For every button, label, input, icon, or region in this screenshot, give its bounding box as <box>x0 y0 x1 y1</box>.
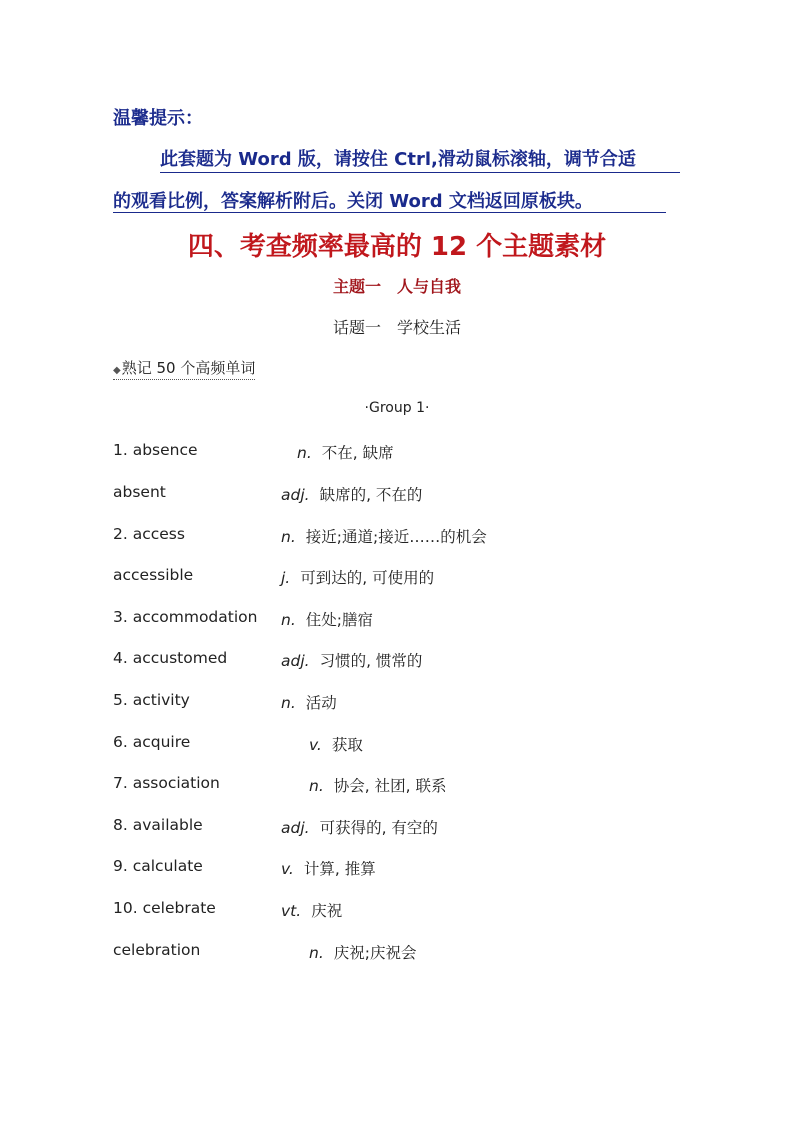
entry-pos: adj. <box>281 819 310 837</box>
entry-definition <box>281 483 422 505</box>
notice-title: 温馨提示： <box>113 108 203 129</box>
entry-meaning: 可获得的, 有空的 <box>319 819 438 837</box>
entry-word: absent <box>113 483 166 501</box>
entry-pos: n. <box>281 528 296 546</box>
entry-pos: n. <box>297 444 312 462</box>
entry-meaning: 庆祝 <box>311 902 343 920</box>
entry-word: 8. available <box>113 816 203 834</box>
entry-word: 4. accustomed <box>113 649 228 667</box>
entry-pos: adj. <box>281 652 310 670</box>
entry-word: 9. calculate <box>113 857 203 875</box>
entry-definition <box>309 774 446 796</box>
entry-definition <box>281 899 342 921</box>
notice-underline-2 <box>113 212 666 213</box>
entry-definition <box>297 441 394 463</box>
notice-line-2: 的观看比例，答案解析附后。关闭 Word 文档返回原板块。 <box>113 191 593 212</box>
entry-definition <box>309 941 417 963</box>
entry-word: 10. celebrate <box>113 899 216 917</box>
section-title: 四、考查频率最高的 12 个主题素材 <box>187 232 607 262</box>
entry-meaning: 可到达的, 可使用的 <box>300 569 435 587</box>
entry-definition <box>281 857 376 879</box>
entry-meaning: 住处;膳宿 <box>305 611 373 629</box>
notice-line-1: 此套题为 Word 版，请按住 Ctrl,滑动鼠标滚轴，调节合适 <box>160 149 636 170</box>
entry-pos: v. <box>309 736 322 754</box>
group-label: ·Group 1· <box>364 400 430 416</box>
topic-title: 话题一 学校生活 <box>332 318 461 337</box>
entry-word: 1. absence <box>113 441 198 459</box>
entry-definition <box>281 649 422 671</box>
entry-meaning: 接近;通道;接近……的机会 <box>305 528 487 546</box>
entry-meaning: 缺席的, 不在的 <box>319 486 423 504</box>
entry-definition <box>281 691 337 713</box>
memorize-heading <box>113 357 255 380</box>
entry-definition <box>281 608 373 630</box>
entry-pos: n. <box>281 611 296 629</box>
memorize-label: 熟记 50 个高频单词 <box>121 359 256 377</box>
entry-definition <box>281 816 438 838</box>
theme-title: 主题一 人与自我 <box>332 277 461 296</box>
entry-meaning: 获取 <box>331 736 363 754</box>
entry-word: celebration <box>113 941 201 959</box>
entry-word: 6. acquire <box>113 733 191 751</box>
diamond-icon: ◆ <box>113 365 121 376</box>
entry-meaning: 计算, 推算 <box>303 860 376 878</box>
entry-meaning: 庆祝;庆祝会 <box>333 944 417 962</box>
entry-pos: adj. <box>281 486 310 504</box>
entry-word: 2. access <box>113 525 185 543</box>
entry-definition <box>281 566 434 588</box>
entry-pos: j. <box>281 569 291 587</box>
entry-word: 5. activity <box>113 691 190 709</box>
notice-underline-1 <box>160 172 680 173</box>
entry-pos: n. <box>309 944 324 962</box>
entry-pos: v. <box>281 860 294 878</box>
entry-word: accessible <box>113 566 194 584</box>
entry-word: 3. accommodation <box>113 608 258 626</box>
entry-meaning: 习惯的, 惯常的 <box>319 652 423 670</box>
entry-pos: vt. <box>281 902 302 920</box>
entry-meaning: 不在, 缺席 <box>321 444 394 462</box>
entry-pos: n. <box>309 777 324 795</box>
entry-pos: n. <box>281 694 296 712</box>
entry-definition <box>309 733 363 755</box>
entry-meaning: 活动 <box>305 694 337 712</box>
entry-word: 7. association <box>113 774 220 792</box>
entry-definition <box>281 525 487 547</box>
entry-meaning: 协会, 社团, 联系 <box>333 777 447 795</box>
